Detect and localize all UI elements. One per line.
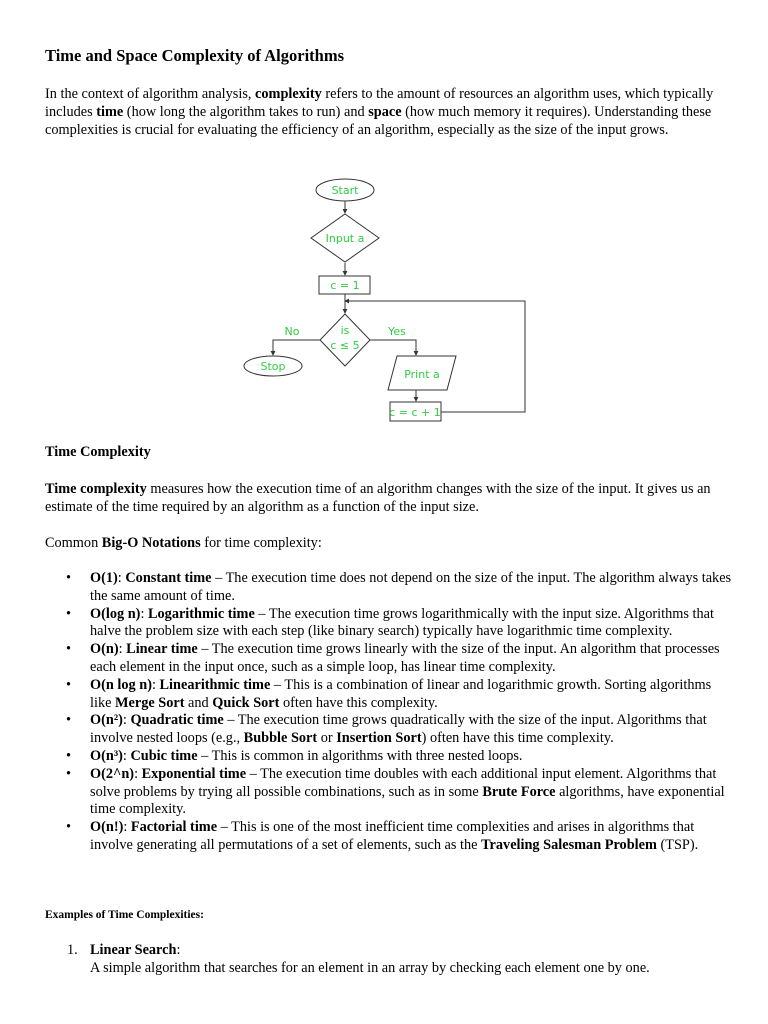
time-complexity-heading: Time Complexity <box>45 444 151 460</box>
connector-cond-yes <box>370 340 416 355</box>
bullet-icon: • <box>66 712 72 729</box>
flow-increment-label: c = c + 1 <box>389 406 441 419</box>
flow-init-label: c = 1 <box>330 279 360 292</box>
flow-condition-label-2: c ≤ 5 <box>330 339 360 352</box>
list-item: • O(n): Linear time – The execution time grows linearly with the size of the input. An algorithm that processes each element in the input once, such as a simple loop, has linear time complexity. <box>66 641 720 675</box>
intro-paragraph: In the context of algorithm analysis, complexity refers to the amount of resources an algorithm uses, which typically includes time (how long the algorithm takes to run) and space (how much memory it requires). Understanding these complexities is crucial for evaluating the efficiency of an algorithm, especially as the size of the input grows. <box>45 86 714 138</box>
list-item: • O(1): Constant time – The execution time does not depend on the size of the input. The algorithm always takes the same amount of time. <box>66 570 732 604</box>
list-item: • O(n log n): Linearithmic time – This is a combination of linear and logarithmic growth. Sorting algorithms like Merge Sort and Quick Sort often have this complexity. <box>66 676 712 711</box>
flow-start-label: Start <box>331 184 359 197</box>
list-number: 1. <box>67 942 78 958</box>
flow-no-label: No <box>284 325 300 338</box>
bullet-icon: • <box>66 747 72 764</box>
list-item: 1. Linear Search: A simple algorithm that searches for an element in an array by checking each element one by one. <box>67 942 650 976</box>
flow-condition-label-1: is <box>340 324 350 337</box>
list-item: • O(n³): Cubic time – This is common in algorithms with three nested loops. <box>66 747 523 764</box>
flow-print-label: Print a <box>404 368 440 381</box>
bullet-icon: • <box>66 676 72 693</box>
bullet-icon: • <box>66 605 72 622</box>
examples-list <box>45 942 735 978</box>
list-item: • O(log n): Logarithmic time – The execution time grows logarithmically with the input size. Algorithms that halve the problem size with each step (like binary search) typically have logarithmic time complexity. <box>66 605 714 640</box>
bullet-icon: • <box>66 641 72 658</box>
list-item: • O(2^n): Exponential time – The execution time doubles with each additional input element. Algorithms that solve problems by trying all possible combinations, such as in some Brute Force algorithms, have exponential time complexity. <box>66 765 725 818</box>
bullet-icon: • <box>66 765 72 782</box>
list-item: • O(n!): Factorial time – This is one of the most inefficient time complexities and arises in algorithms that involve generating all permutations of a set of elements, such as the Traveling Salesman Problem (TSP). <box>66 819 699 853</box>
examples-heading: Examples of Time Complexities: <box>45 909 204 921</box>
flow-yes-label: Yes <box>388 325 406 338</box>
bigo-intro-paragraph: Common Big-O Notations for time complexity: <box>45 535 322 551</box>
bigo-list <box>45 570 735 855</box>
list-item: • O(n²): Quadratic time – The execution time grows quadratically with the size of the input. Algorithms that involve nested loops (e.g., Bubble Sort or Insertion Sort) often have this time complexity. <box>66 712 707 747</box>
page-title: Time and Space Complexity of Algorithms <box>45 46 344 65</box>
flow-stop-label: Stop <box>260 360 286 373</box>
time-complexity-paragraph: Time complexity measures how the execution time of an algorithm changes with the size of the input. It gives us an estimate of the time required by an algorithm as a function of the input size. <box>45 481 711 515</box>
bullet-icon: • <box>66 819 72 836</box>
bullet-icon: • <box>66 570 72 586</box>
flowchart-diagram <box>235 172 535 427</box>
connector-cond-no <box>273 340 320 355</box>
flow-input-label: Input a <box>325 232 365 245</box>
